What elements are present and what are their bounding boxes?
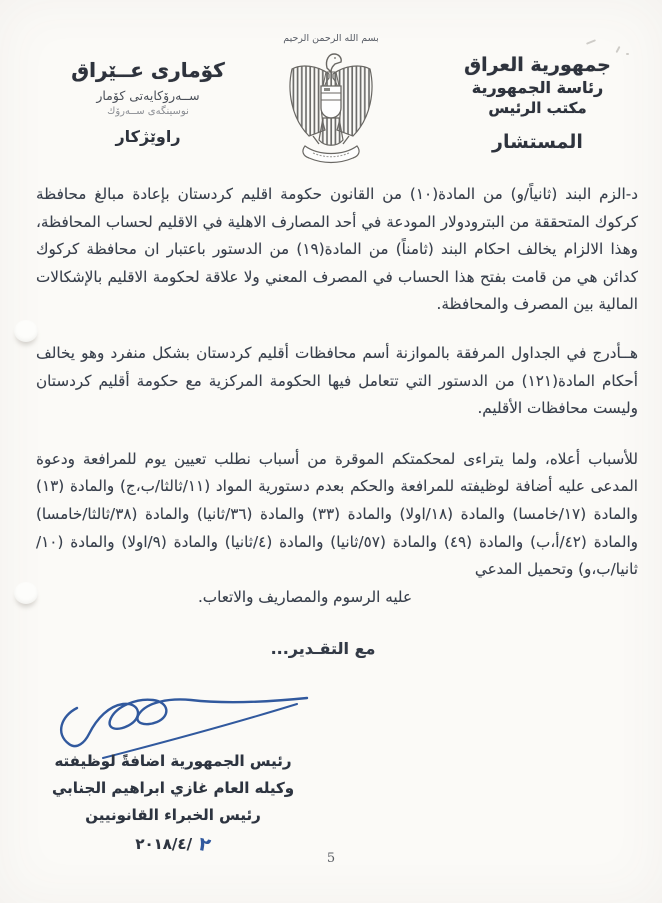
signature-block [26,748,320,858]
pencil-mark [615,46,620,53]
letterhead-presidency-ar: رئاسة الجمهورية [471,78,604,97]
iraq-eagle-emblem-icon [283,52,379,169]
letterhead-presidency-ku: ســەرۆكايەتى كۆمار [96,88,200,103]
letterhead-country-ar: جمهورية العراق [464,54,611,76]
paragraph-request-tail: عليه الرسوم والمصاريف والاتعاب. [197,587,413,606]
date-handwritten-day: ٢ [196,833,213,857]
letterhead-office-ku: نوسينگەى ســەرۆك [107,106,189,117]
punch-hole [14,582,38,604]
closing-salutation: مع التقـدير... [270,639,376,659]
punch-hole [14,320,38,342]
letterhead-role-ku: راوێژكار [115,127,181,146]
signatory-title: رئيس الجمهورية اضافةً لوظيفته [54,752,292,770]
signatory-name: وكيله العام غازي ابراهيم الجنابي [51,779,295,797]
letterhead-office-ar: مكتب الرئيس [488,99,587,117]
letterhead-role-ar: المستشار [492,131,583,153]
letterhead-kurdish [48,58,248,146]
paragraph-item-d: د-الزم البند (ثانياً/و) من المادة(١٠) من القانون حكومة اقليم كردستان بإعادة مبالغ محافظة كركوك المتحققة من البترودولار المودعة في أحد المصارف الاهلية في الاقليم لحساب المحافظة، وهذا الالزام يخالف احكام البند (ثامناً) من المادة(١٩) من الدستور باعتبار ان محافظة كركوك كدائن هي من قامت بفتح هذا الحساب في المصرف المعني ولا علاقة لحكومة الاقليم بالإشكالات المالية بين المصرف والمحافظة. [36,185,639,314]
letter-body [36,181,638,663]
paragraph-item-h: هــأدرج في الجداول المرفقة بالموازنة أسم محافظات أقليم كردستان بشكل منفرد وهو يخالف أحكام المادة(١٢١) من الدستور التي تتعامل فيها الحكومة المركزية مع حكومة أقليم كردستان وليست محافظات الأقليم. [36,343,638,418]
letterhead-country-ku: كۆمارى عــێراق [71,58,225,82]
paragraph-request: للأسباب أعلاه، ولما يتراءى لمحكمتكم الموقرة من أسباب نطلب تعيين يوم للمرافعة ودعوة المدعى عليه أضافة لوظيفته للمرافعة والحكم بعدم دستورية المواد (١١/ثالثا/ب،ج) والمادة (١٣) والمادة (١٧/خامسا) والمادة (١٨/اولا) والمادة (٣٣) والمادة (٣٦/ثانيا) والمادة (٣٨/ثالثا/خامسا) والمادة (٤٢/أ،ب) والمادة (٤٩) والمادة (٥٧/ثانيا) والمادة (٤/ثانيا) والمادة (٩/اولا) والمادة (١٠/ثانيا/ب،و) وتحميل المدعي [36,449,638,579]
signatory-role: رئيس الخبراء القانونيين [85,806,261,824]
letterhead-arabic [435,54,640,153]
page-number: 5 [326,851,336,866]
bismillah-text: بسم الله الرحمن الرحيم [283,33,379,44]
date-printed: ٢٠١٨/٤/ [135,835,193,853]
